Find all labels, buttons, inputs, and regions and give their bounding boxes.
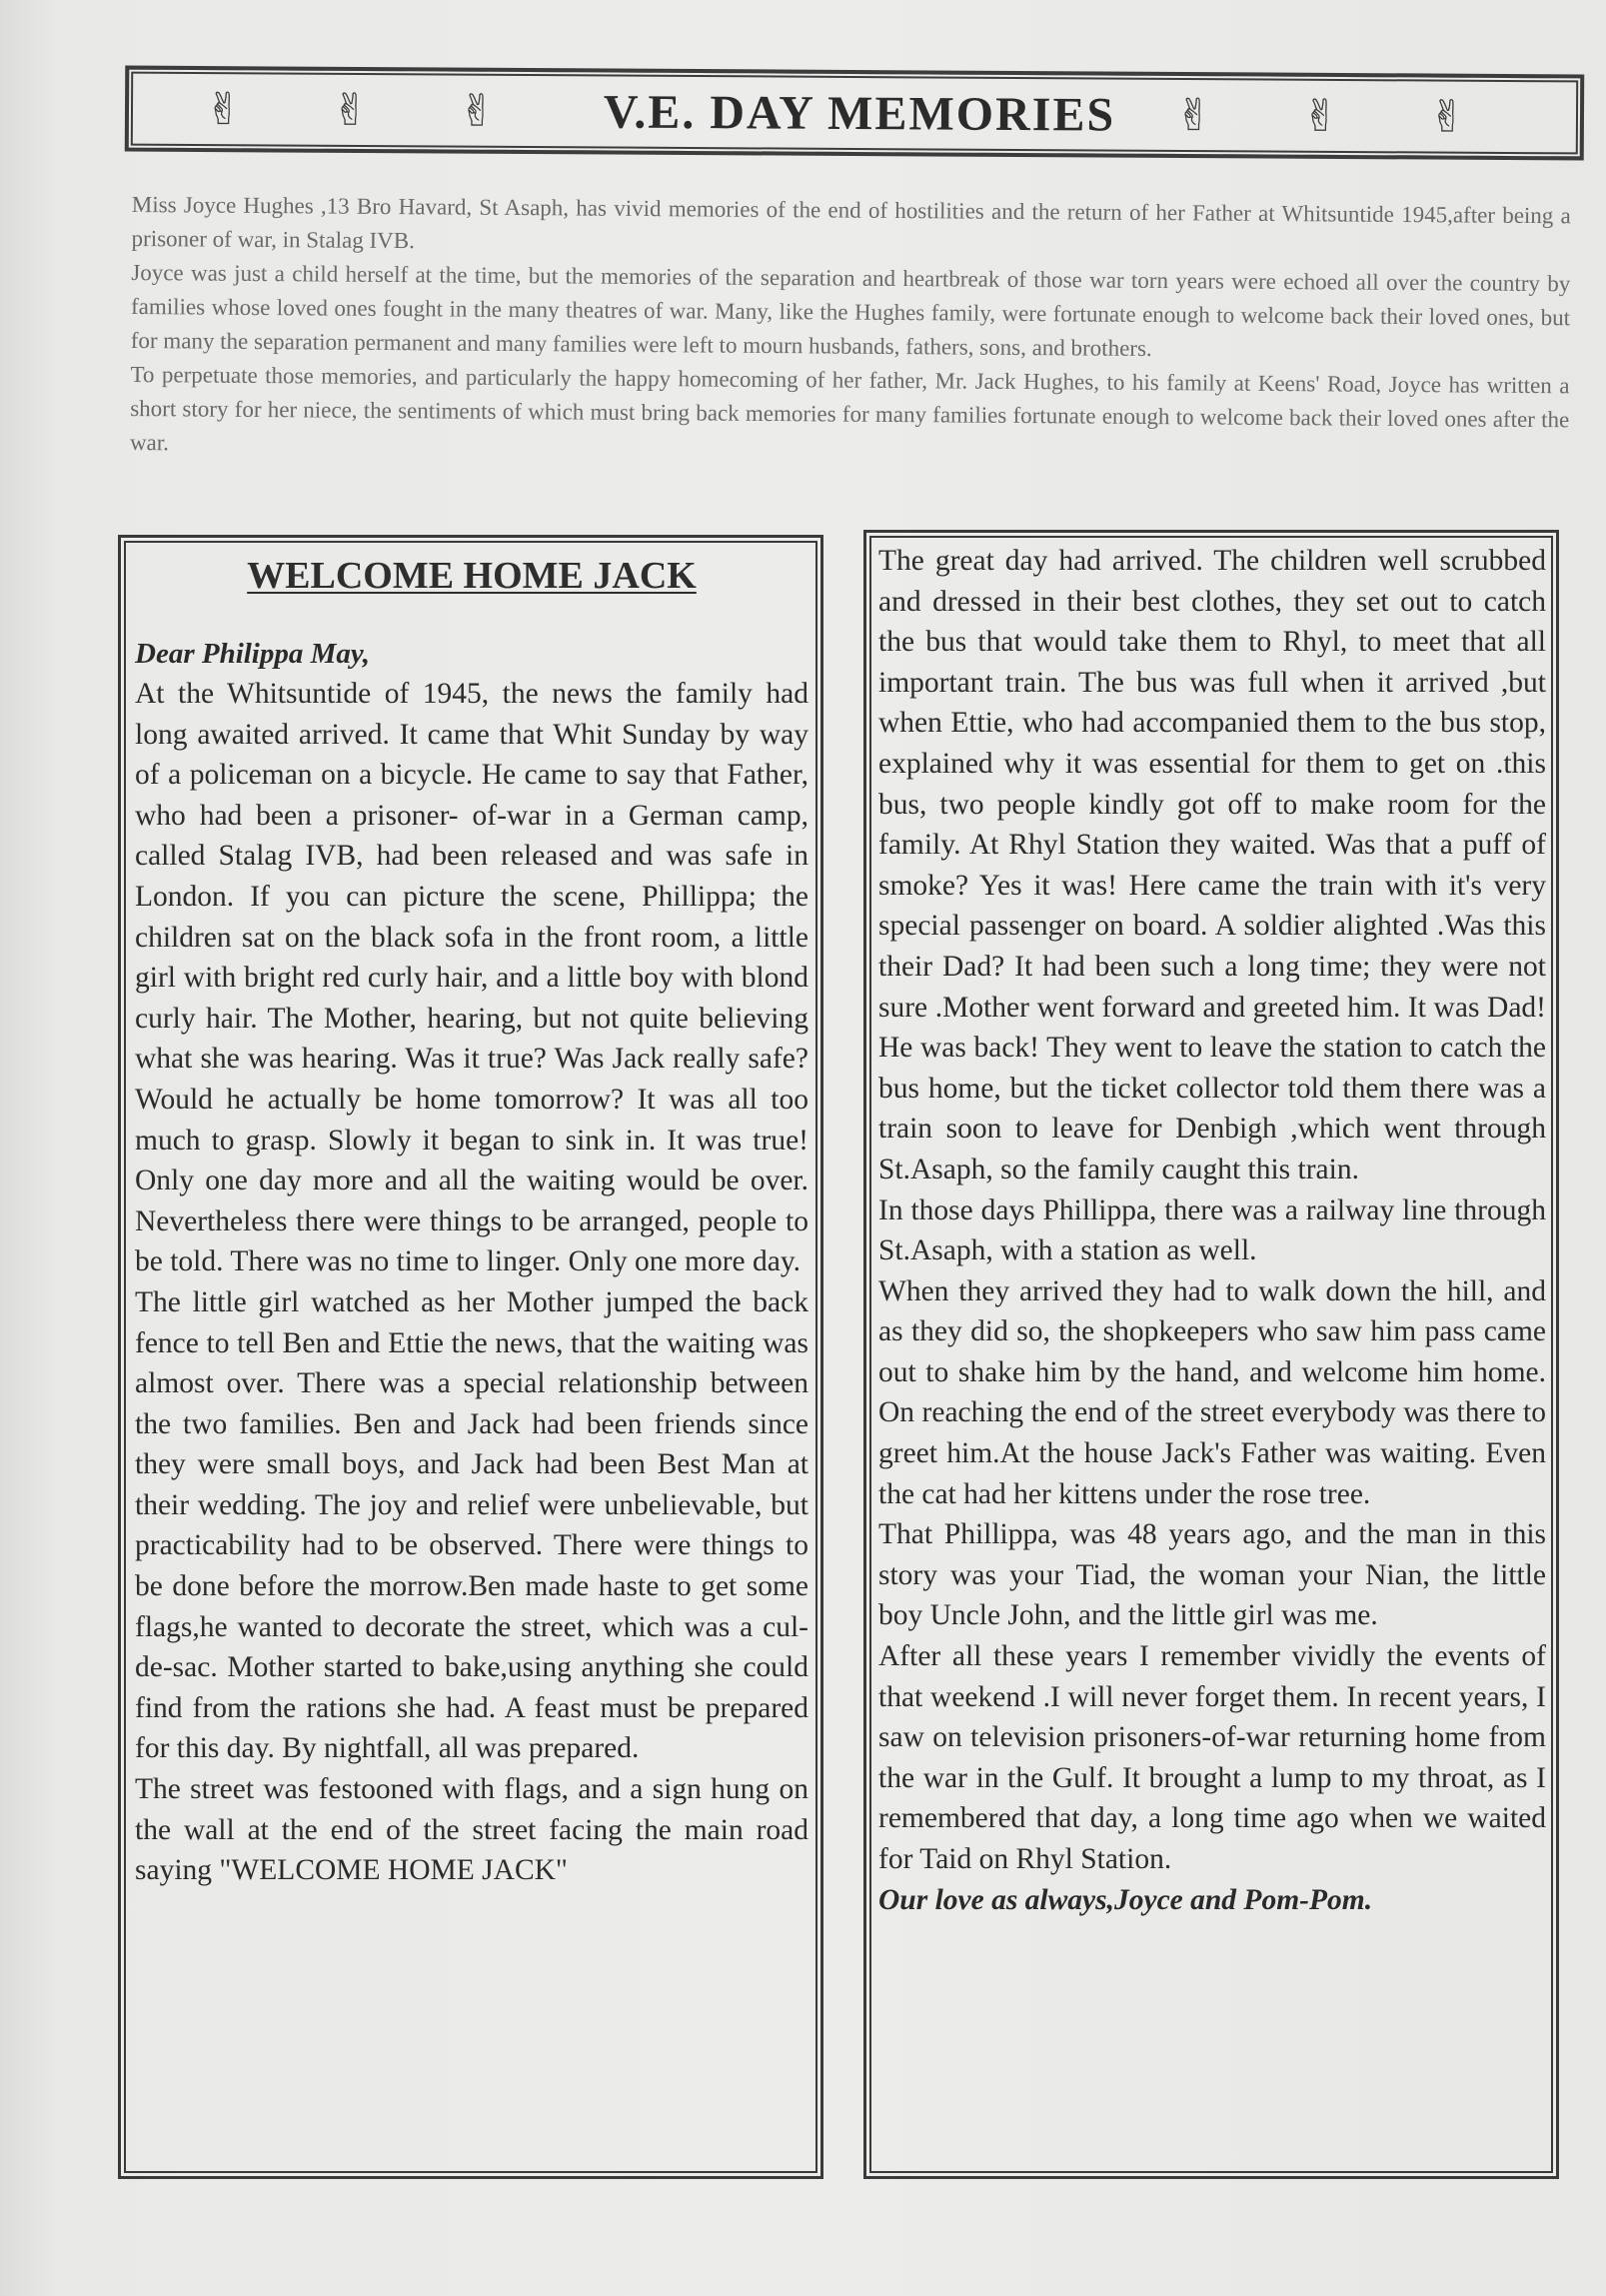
story-paragraph: When they arrived they had to walk down the hill, and as they did so, the shopkeepers who saw him pass came out to shake him by the hand, and welcome him home. On reaching the end of the street everybody was there to greet him.At the house Jack's Father was waiting. Even the cat had her kittens under the rose tree.: [878, 1274, 1546, 1510]
header-banner: [125, 66, 1584, 161]
victory-hands-icon-left: ✌ ✌ ✌: [205, 83, 535, 137]
story-paragraph: The great day had arrived. The children well scrubbed and dressed in their best clothes, they set out to catch the bus that would take them to Rhyl, to meet that all important train. The bus was full when it arrived ,but when Ettie, who had accompanied them to the bus stop, explained why it was essential for them to get on .this bus, two people kindly got off to make room for the family. At Rhyl Station they waited. Was that a puff of smoke? Yes it was! Here came the train with it's very special passenger on board. A soldier alighted .Was this their Dad? It had been such a long time; they were not sure .Mother went forward and greeted him. It was Dad! He was back! They went to leave the station to catch the bus home, but the ticket collector told them there was a train soon to leave for Denbigh ,which went through St.Asaph, so the family caught this train.: [878, 545, 1546, 1185]
intro-section: [130, 188, 1571, 471]
page-title: V.E. DAY MEMORIES: [603, 84, 1116, 142]
salutation: Dear Philippa May,: [135, 638, 370, 670]
story-paragraph: At the Whitsuntide of 1945, the news the family had long awaited arrived. It came that Whit Sunday by way of a policeman on a bicycle. He came to say that Father, who had been a prisoner- of-war in a German camp, called Stalag IVB, had been released and was safe in London. If you can picture the scene, Phillippa; the children sat on the black sofa in the front room, a little girl with bright red curly hair, and a little boy with blond curly hair. The Mother, hearing, but not quite believing what she was hearing. Was it true? Was Jack really safe? Would he actually be home tomorrow? It was all too much to grasp. Slowly it began to sink in. It was true! Only one day more and all the waiting would be over. Nevertheless there were things to be arranged, people to be told. There was no time to linger. Only one more day.: [135, 678, 808, 1278]
story-paragraph: The little girl watched as her Mother jumped the back fence to tell Ben and Ettie the news, that the waiting was almost over. There was a special relationship between the two families. Ben and Jack had been friends since they were small boys, and Jack had been Best Man at their wedding. The joy and relief were unbelievable, but practicability had to be observed. There were things to be done before the morrow.Ben made haste to get some flags,he wanted to decorate the street, which was a cul-de-sac. Mother started to bake,using anything she could find from the rations she had. A feast must be prepared for this day. By nightfall, all was prepared.: [135, 1285, 808, 1765]
intro-paragraph: To perpetuate those memories, and particularly the happy homecoming of her father, Mr. Jack Hughes, to his family at Keens' Road, Joyce has written a short story for her niece, the sentiments of which must bring back memories for many families fortunate enough to welcome back their loved ones after the war.: [129, 361, 1570, 456]
story-column-right: [863, 530, 1559, 2179]
intro-paragraph: Miss Joyce Hughes ,13 Bro Havard, St Asaph, has vivid memories of the end of hostilities and the return of her Father at Whitsuntide 1945,after being a prisoner of war, in Stalag IVB.: [131, 191, 1571, 254]
intro-paragraph: Joyce was just a child herself at the time, but the memories of the separation and heartbreak of those war torn years were echoed all over the country by families whose loved ones fought in the many theatres of war. Many, like the Hughes family, were fortunate enough to welcome back their loved ones, but for many the separation permanent and many families were left to mourn husbands, fathers, sons, and brothers.: [130, 259, 1571, 362]
story-paragraph: The street was festooned with flags, and a sign hung on the wall at the end of the street facing the main road saying "WELCOME HOME JACK": [135, 1773, 808, 1887]
story-paragraph: In those days Phillippa, there was a railway line through St.Asaph, with a station as well.: [878, 1193, 1546, 1267]
story-paragraph: That Phillippa, was 48 years ago, and the man in this story was your Tiad, the woman your Nian, the little boy Uncle John, and the little girl was me.: [878, 1518, 1546, 1632]
signoff: Our love as always,Joyce and Pom-Pom.: [878, 1883, 1373, 1916]
story-title: WELCOME HOME JACK: [247, 555, 697, 597]
story-column-left: [118, 535, 823, 2179]
victory-hands-icon-right: ✌ ✌ ✌: [1174, 89, 1504, 143]
story-paragraph: After all these years I remember vividly the events of that weekend .I will never forget them. In recent years, I saw on television prisoners-of-war returning home from the war in the Gulf. It brought a lump to my throat, as I remembered that day, a long time ago when we waited for Taid on Rhyl Station.: [878, 1640, 1546, 1875]
